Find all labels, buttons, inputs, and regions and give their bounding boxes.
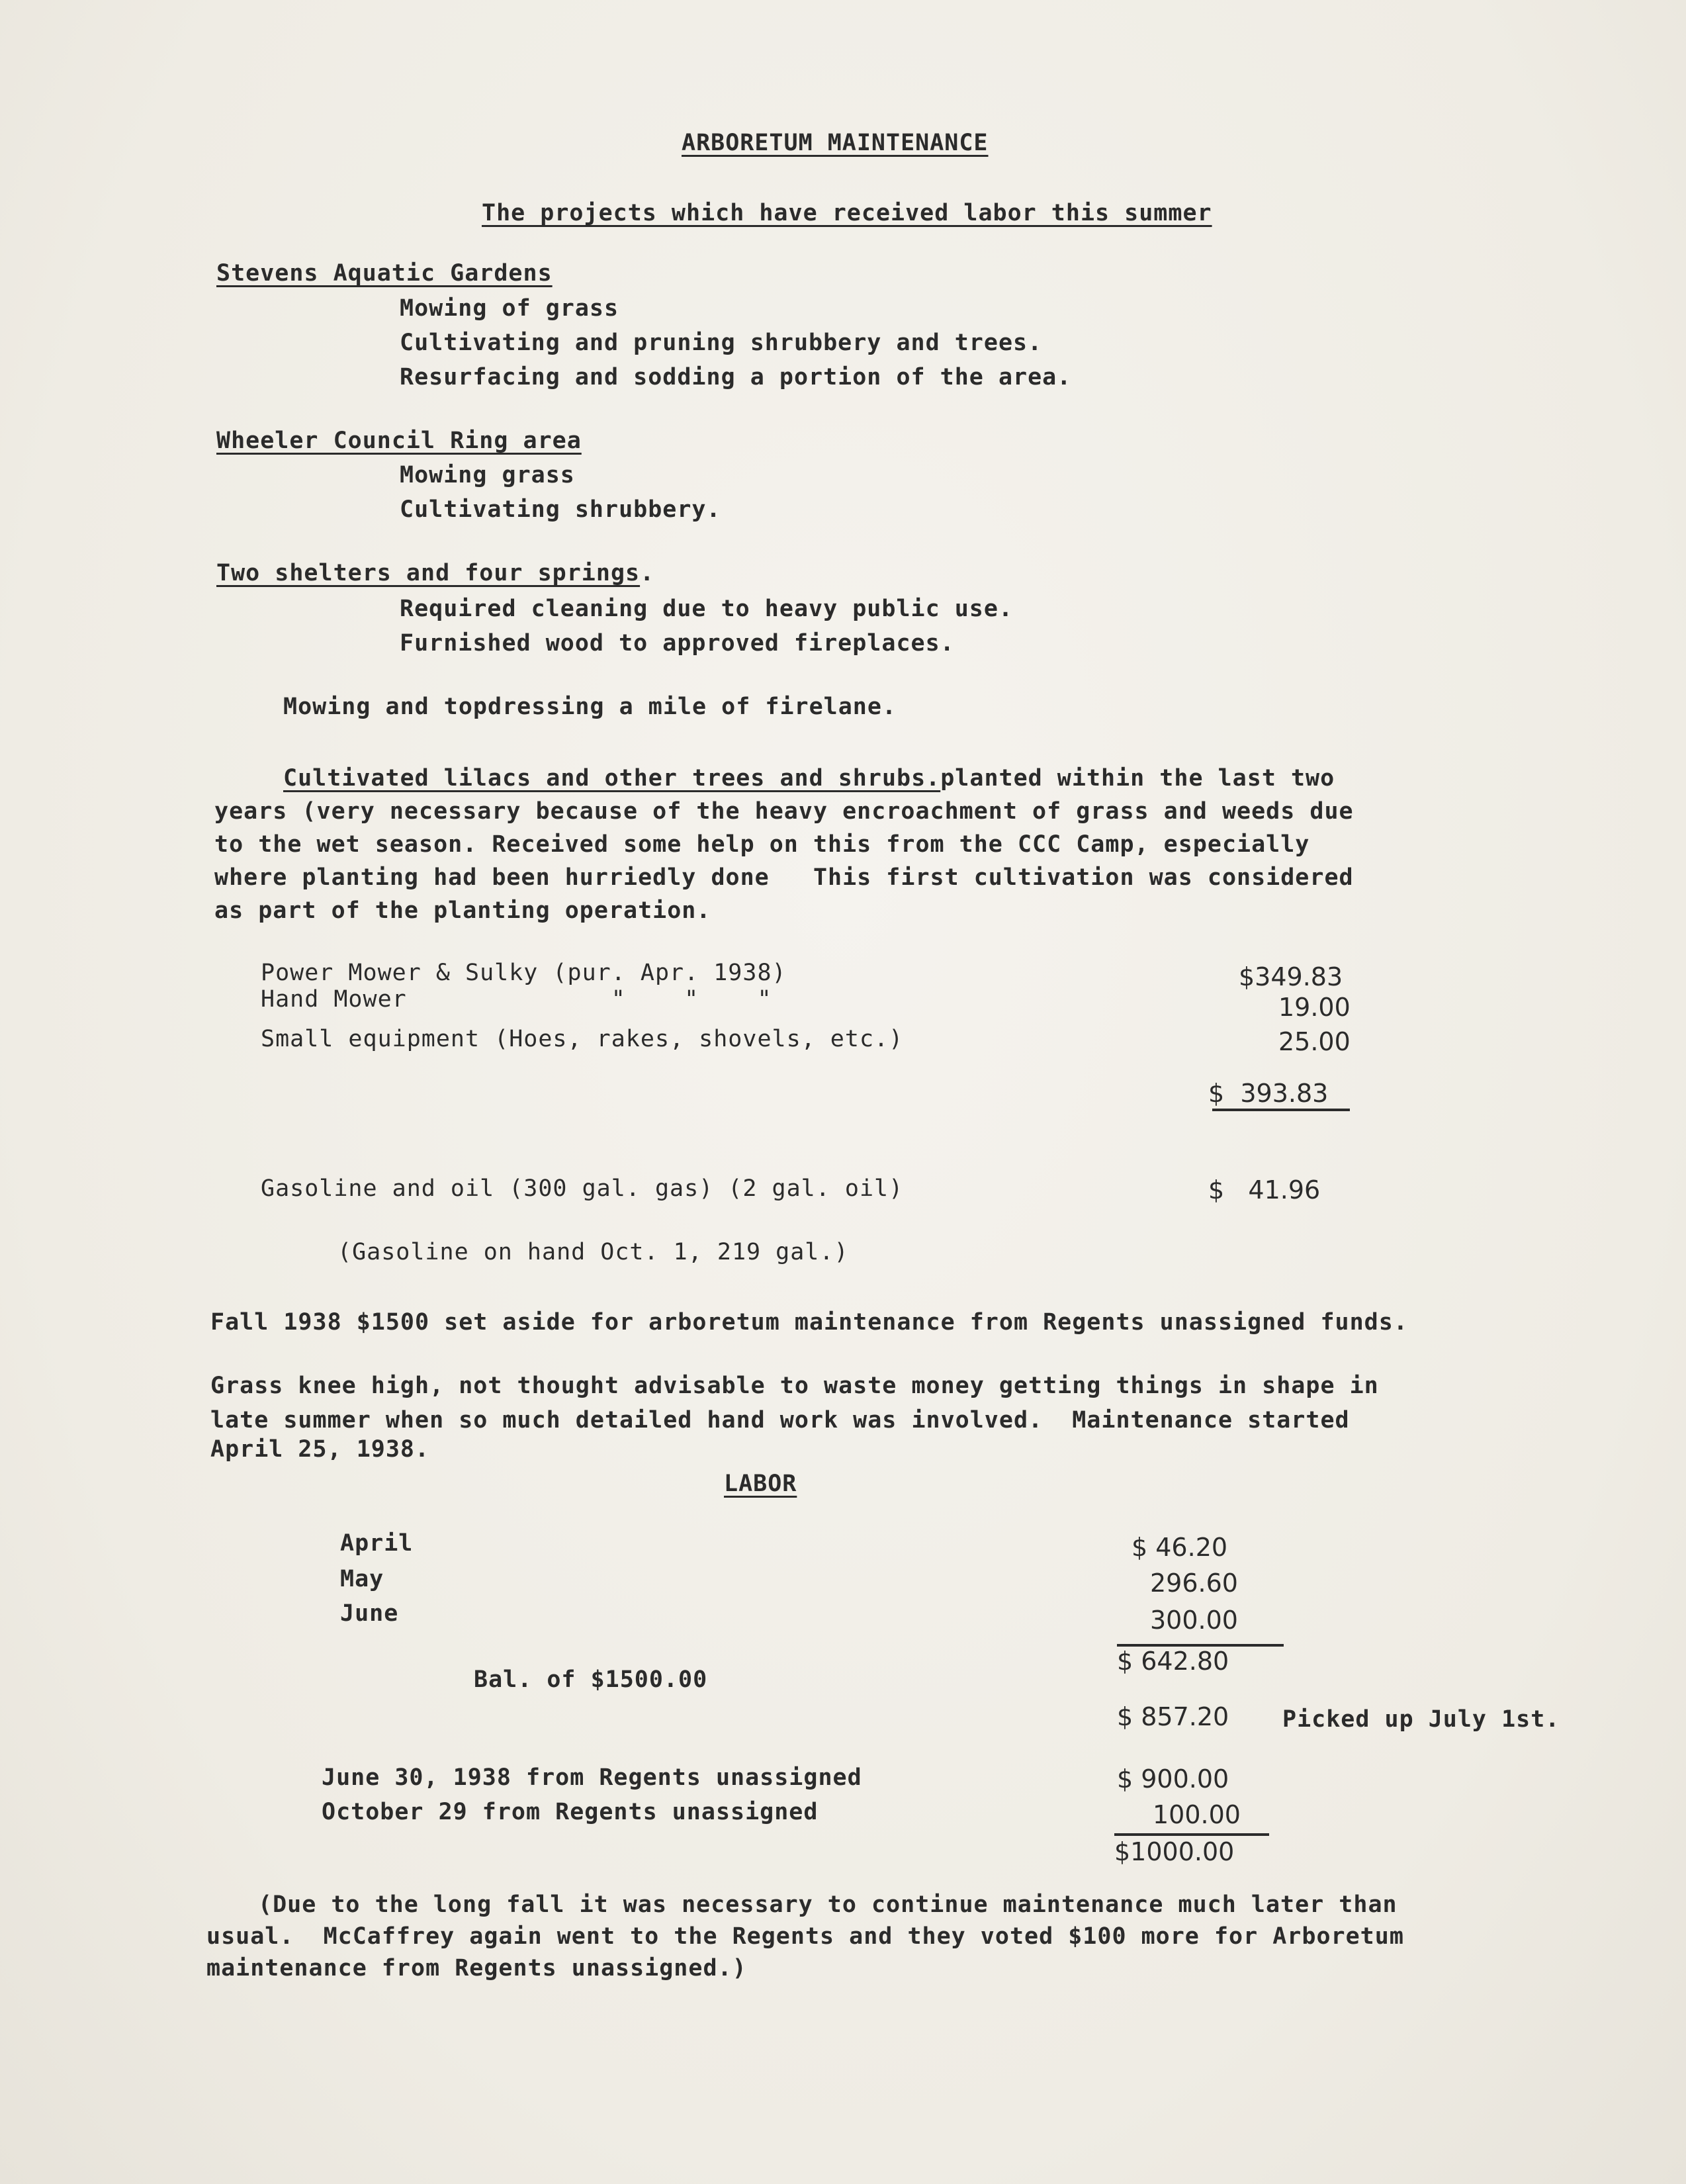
labor-month: May [340,1566,384,1592]
section-item: Furnished wood to approved fireplaces. [400,630,955,657]
section-item: Cultivating and pruning shrubbery and trees. [400,330,1043,356]
section-heading-wheeler: Wheeler Council Ring area [216,428,582,454]
section-item: Cultivating shrubbery. [400,496,721,523]
gasoline-note: (Gasoline on hand Oct. 1, 219 gal.) [337,1239,849,1265]
closing-line: usual. McCaffrey again went to the Regents and they voted $100 more for Arboretum [206,1923,1404,1950]
cultivated-line: to the wet season. Received some help on this from the CCC Camp, especially [214,831,1310,858]
equipment-amount: $349.83 [1239,962,1343,991]
section-heading-shelters: Two shelters and four springs [216,560,641,586]
gasoline-label: Gasoline and oil (300 gal. gas) (2 gal. oil) [261,1175,904,1202]
section-heading-stevens: Stevens Aquatic Gardens [216,260,553,287]
gasoline-amount: $ 41.96 [1208,1175,1321,1205]
labor-total: $ 642.80 [1117,1647,1229,1676]
document-title: ARBORETUM MAINTENANCE [682,130,989,156]
cultivated-line: as part of the planting operation. [214,897,711,924]
cultivated-line: where planting had been hurriedly done This first cultivation was considered [214,864,1354,891]
regents-label: June 30, 1938 from Regents unassigned [322,1764,862,1791]
cultivated-line: years (very necessary because of the heavy encroachment of grass and weeds due [214,798,1354,825]
grass-note-line: Grass knee high, not thought advisable to waste money getting things in shape in [210,1373,1379,1399]
cultivated-lead: Cultivated lilacs and other trees and shrubs. [283,765,941,792]
equipment-amount: 19.00 [1278,993,1351,1022]
section-item: Mowing grass [400,462,575,488]
equipment-label: Power Mower & Sulky (pur. Apr. 1938) [261,960,787,986]
labor-month: April [340,1530,414,1557]
section-item: Resurfacing and sodding a portion of the area. [400,364,1072,390]
cultivated-line: planted within the last two [940,765,1335,792]
grass-note-line: late summer when so much detailed hand work was involved. Maintenance started [210,1407,1350,1433]
balance-label: Bal. of $1500.00 [474,1666,708,1693]
cultivated-first-line [283,761,1335,796]
section-item: Mowing of grass [400,295,619,322]
closing-line: (Due to the long fall it was necessary to continue maintenance much later than [258,1891,1398,1918]
labor-amount: 300.00 [1150,1606,1238,1635]
fall-note: Fall 1938 $1500 set aside for arboretum maintenance from Regents unassigned funds. [210,1309,1408,1336]
regents-label: October 29 from Regents unassigned [322,1799,819,1825]
equipment-label: Small equipment (Hoes, rakes, shovels, etc.) [261,1026,904,1052]
balance-note: Picked up July 1st. [1282,1706,1560,1733]
section-heading-shelters-line [216,556,654,590]
section-heading-suffix: . [640,560,655,586]
closing-line: maintenance from Regents unassigned.) [206,1955,747,1981]
labor-amount: 296.60 [1150,1569,1238,1598]
labor-amount: $ 46.20 [1131,1533,1228,1562]
section-item: Required cleaning due to heavy public use. [400,596,1014,622]
equipment-amount: 25.00 [1278,1027,1351,1056]
labor-heading: LABOR [724,1471,797,1497]
equipment-total: $ 393.83 [1208,1079,1329,1108]
labor-month: June [340,1600,399,1627]
regents-amount: 100.00 [1153,1800,1241,1829]
firelane-note: Mowing and topdressing a mile of firelane. [283,694,897,720]
regents-total: $1000.00 [1114,1837,1235,1866]
grass-note-line: April 25, 1938. [210,1436,430,1463]
equipment-label: Hand Mower " " " [261,986,772,1013]
regents-amount: $ 900.00 [1117,1764,1229,1794]
document-subtitle: The projects which have received labor this summer [482,200,1212,226]
balance-amount: $ 857.20 [1117,1702,1229,1731]
